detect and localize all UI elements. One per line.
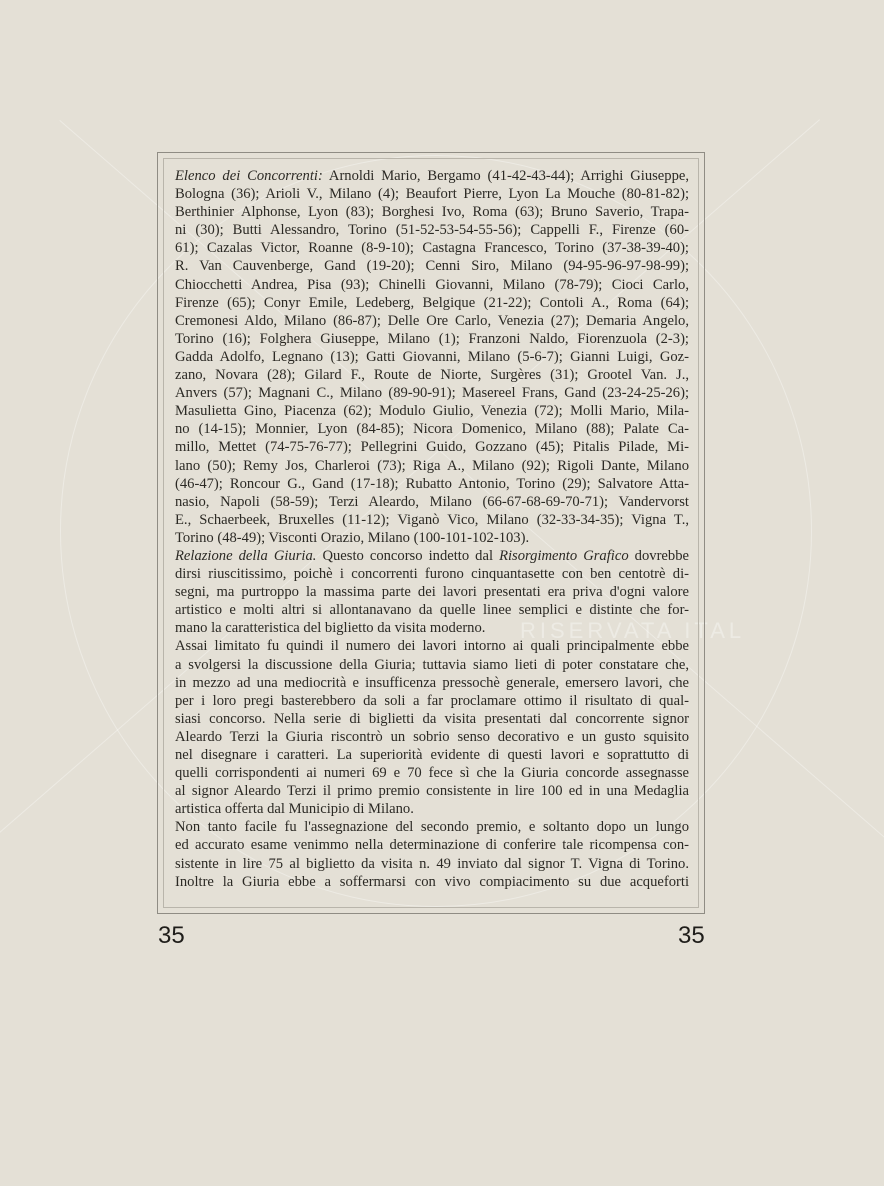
text-line — [175, 348, 689, 366]
text-line — [175, 782, 689, 800]
line-text: artistico e molti altri si allontanavano da quelle linee semplici e distinte che for- — [175, 602, 689, 619]
line-text: in mezzo ad una mediocrità e insufficenza pressochè generale, emersero lavori, che — [175, 674, 689, 691]
text-line — [175, 384, 689, 402]
line-text: no (14-15); Monnier, Lyon (84-85); Nicora Domenico, Milano (88); Palate Ca- — [175, 421, 689, 438]
line-text: a svolgersi la discussione della Giuria; tuttavia siamo lieti di poter constatare che, — [175, 656, 689, 673]
line-text: Masulietta Gino, Piacenza (62); Modulo Giulio, Venezia (72); Molli Mario, Mila- — [175, 403, 689, 420]
line-text: Chiocchetti Andrea, Pisa (93); Chinelli Giovanni, Milano (78-79); Cioci Carlo, — [175, 276, 689, 293]
page-number-left: 35 — [158, 922, 185, 949]
line-text: Torino (16); Folghera Giuseppe, Milano (1); Franzoni Naldo, Fiorenzuola (2-3); — [175, 330, 689, 347]
text-line — [175, 294, 689, 312]
text-line — [175, 637, 689, 655]
line-text: dirsi riuscitissimo, poichè i concorrenti furono cinquantasette con ben centotrè di- — [175, 566, 689, 583]
page-number-right: 35 — [678, 922, 705, 949]
text-line — [175, 493, 689, 511]
line-text: Gadda Adolfo, Legnano (13); Gatti Giovanni, Milano (5-6-7); Gianni Luigi, Goz- — [175, 348, 689, 365]
text-line — [175, 728, 689, 746]
text-line — [175, 873, 689, 891]
text-line — [175, 583, 689, 601]
body-text — [175, 167, 689, 891]
line-text: ni (30); Butti Alessandro, Torino (51-52-53-54-55-56); Cappelli F., Firenze (60- — [175, 222, 689, 239]
line-text: nel disegnare i caratteri. La superiorità evidente di questi lavori e soprattutto di — [175, 747, 689, 763]
line-text: lano (50); Remy Jos, Charleroi (73); Riga A., Milano (92); Rigoli Dante, Milano — [175, 457, 689, 474]
watermark-text: RISERVATA ITAL — [520, 618, 746, 643]
text-line — [175, 457, 689, 475]
line-text: ed accurato esame venimmo nella determinazione di conferire tale ricompensa con- — [175, 837, 689, 854]
line-text: (46-47); Roncour G., Gand (17-18); Rubatto Antonio, Torino (29); Salvatore Atta- — [175, 475, 689, 492]
line-text: Bologna (36); Arioli V., Milano (4); Beaufort Pierre, Lyon La Mouche (80-81-82); — [175, 186, 689, 203]
section-label: Relazione della Giuria. — [175, 547, 317, 564]
line-text: Non tanto facile fu l'assegnazione del secondo premio, e soltanto dopo un lungo — [175, 819, 689, 836]
text-line — [175, 420, 689, 438]
line-text: artistica offerta dal Municipio di Milano. — [175, 801, 414, 818]
line-text: segni, ma purtroppo la massima parte dei lavori presentati era priva d'ogni valore — [175, 584, 689, 601]
text-line — [175, 167, 689, 185]
line-text: Inoltre la Giuria ebbe a soffermarsi con vivo compiacimento su due acqueforti — [175, 873, 689, 890]
line-text: sistente in lire 75 al biglietto da visita n. 49 inviato dal signor T. Vigna di Torino. — [175, 855, 689, 872]
line-text: Arnoldi Mario, Bergamo (41-42-43-44); Arrighi Giuseppe, — [322, 168, 689, 184]
text-line — [175, 185, 689, 203]
text-line — [175, 692, 689, 710]
line-text: mano la caratteristica del biglietto da visita moderno. — [175, 620, 486, 637]
text-line — [175, 764, 689, 782]
line-text: Torino (48-49); Visconti Orazio, Milano (100-101-102-103). — [175, 529, 530, 546]
line-text: zano, Novara (28); Gilard F., Route de Niorte, Surgères (31); Grootel Van. J., — [175, 367, 689, 384]
text-line — [175, 601, 689, 619]
text-line — [175, 312, 689, 330]
text-line — [175, 475, 689, 493]
line-text: al signor Aleardo Terzi il primo premio consistente in lire 100 ed in una Medaglia — [175, 783, 689, 800]
text-line — [175, 402, 689, 420]
text-line — [175, 855, 689, 873]
line-text: Firenze (65); Conyr Emile, Ledeberg, Belgique (21-22); Contoli A., Roma (64); — [175, 294, 689, 311]
text-line — [175, 438, 689, 456]
text-line — [175, 800, 689, 818]
line-text: Anvers (57); Magnani C., Milano (89-90-91); Masereel Frans, Gand (23-24-25-26); — [175, 385, 689, 402]
text-line — [175, 836, 689, 854]
publication-title: Risorgimento Grafico — [499, 547, 629, 564]
line-text: dovrebbe — [628, 547, 689, 564]
text-line — [175, 565, 689, 583]
line-text: siasi concorso. Nella serie di biglietti da visita presentati dal concorrente signor — [175, 710, 689, 727]
text-line — [175, 239, 689, 257]
text-line — [175, 710, 689, 728]
line-text: R. Van Cauvenberge, Gand (19-20); Cenni Siro, Milano (94-95-96-97-98-99); — [175, 258, 689, 275]
text-line — [175, 529, 689, 547]
text-line — [175, 257, 689, 275]
text-line — [175, 366, 689, 384]
text-line — [175, 221, 689, 239]
line-text: per i loro pregi basterebbero da soli a far proclamare ottimo il risultato di qual- — [175, 692, 689, 709]
line-text: Berthinier Alphonse, Lyon (83); Borghesi Ivo, Roma (63); Bruno Saverio, Trapa- — [175, 204, 689, 221]
line-text: Aleardo Terzi la Giuria riscontrò un sobrio senso decorativo e un gusto squisito — [175, 728, 689, 745]
text-line — [175, 619, 689, 637]
line-text: nasio, Napoli (58-59); Terzi Aleardo, Milano (66-67-68-69-70-71); Vandervorst — [175, 493, 689, 510]
text-line — [175, 674, 689, 692]
text-line — [175, 746, 689, 764]
line-text: quelli corrispondenti ai numeri 69 e 70 fece sì che la Giuria concorde assegnasse — [175, 765, 689, 782]
line-text: Cremonesi Aldo, Milano (86-87); Delle Ore Carlo, Venezia (27); Demaria Angelo, — [175, 312, 689, 329]
line-text: Questo concorso indetto dal — [316, 547, 500, 564]
text-line — [175, 203, 689, 221]
text-line — [175, 330, 689, 348]
text-line — [175, 547, 689, 565]
text-line — [175, 276, 689, 294]
text-line — [175, 656, 689, 674]
line-text: 61); Cazalas Victor, Roanne (8-9-10); Castagna Francesco, Torino (37-38-39-40); — [175, 240, 689, 257]
text-line — [175, 511, 689, 529]
line-text: Assai limitato fu quindi il numero dei lavori intorno ai quali principalmente ebbe — [175, 638, 689, 655]
line-text: millo, Mettet (74-75-76-77); Pellegrini Guido, Gozzano (45); Pitalis Pilade, Mi- — [175, 439, 689, 456]
line-text: E., Schaerbeek, Bruxelles (11-12); Viganò Vico, Milano (32-33-34-35); Vigna T., — [175, 511, 689, 528]
section-label: Elenco dei Concorrenti: — [175, 168, 323, 184]
text-line — [175, 818, 689, 836]
